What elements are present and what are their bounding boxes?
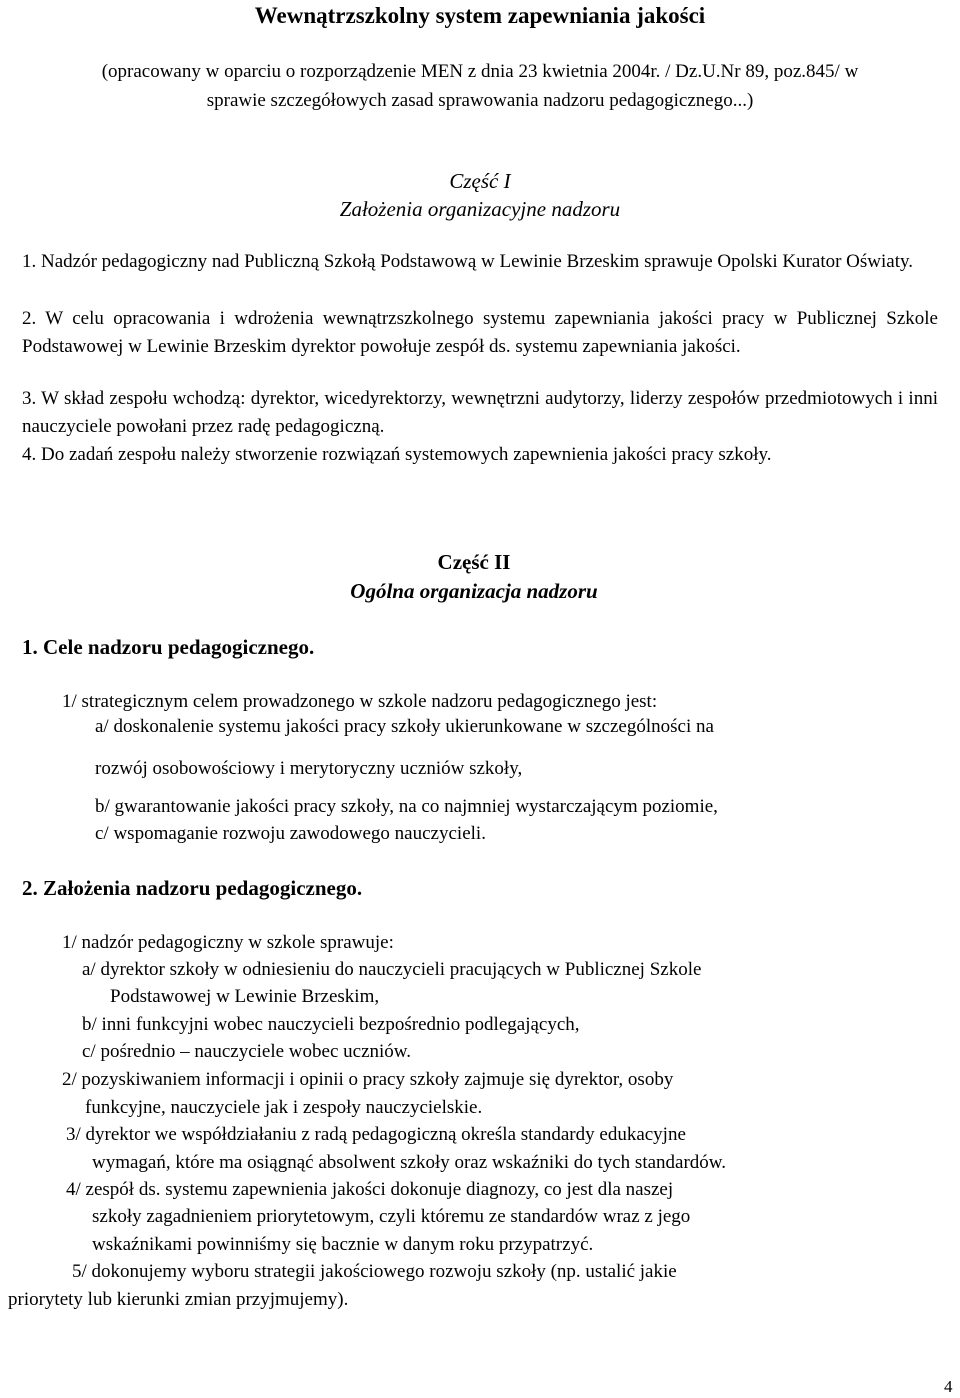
section-2-line-1: 1/ nadzór pedagogiczny w szkole sprawuje: <box>62 932 394 953</box>
section-2-line-1b: b/ inni funkcyjni wobec nauczycieli bezpośrednio podlegających, <box>82 1014 580 1035</box>
item-text: W skład zespołu wchodzą: dyrektor, wicedyrektorzy, wewnętrzni audytorzy, liderzy zespołów przedmiotowych i inni nauczyciele powołani przez radę pedagogiczną. <box>22 388 938 437</box>
item-text: Nadzór pedagogiczny nad Publiczną Szkołą Podstawową w Lewinie Brzeskim sprawuje Opolski Kurator Oświaty. <box>41 251 914 272</box>
section-2-line-1a-2: Podstawowej w Lewinie Brzeskim, <box>110 986 380 1007</box>
item-text: W celu opracowania i wdrożenia wewnątrzszkolnego systemu zapewniania jakości pracy w Publicznej Szkole Podstawowej w Lewinie Brzeskim dyrektor powołuje zespół ds. systemu zapewniania jakości. <box>22 308 938 357</box>
section-1-item-c: c/ wspomaganie rozwoju zawodowego nauczycieli. <box>95 823 486 844</box>
subtitle-line-1: (opracowany w oparciu o rozporządzenie MEN z dnia 23 kwietnia 2004r. / Dz.U.Nr 89, poz.845/ w <box>101 61 859 82</box>
section-2-line-4-3: wskaźnikami powinniśmy się bacznie w danym roku przypatrzyć. <box>92 1234 594 1255</box>
subtitle-line-2: sprawie szczegółowych zasad sprawowania nadzoru pedagogicznego...) <box>206 90 754 111</box>
part-1-item-1 <box>22 248 938 276</box>
item-number: 3. <box>22 388 37 409</box>
part-2-name: Ogólna organizacja nadzoru <box>350 579 598 603</box>
document-title: Wewnątrzszkolny system zapewniania jakości <box>254 3 706 28</box>
section-1-intro: 1/ strategicznym celem prowadzonego w szkole nadzoru pedagogicznego jest: <box>62 691 658 712</box>
section-1-item-a-line-1: a/ doskonalenie systemu jakości pracy szkoły ukierunkowane w szczególności na <box>95 716 714 737</box>
section-1-heading: 1. Cele nadzoru pedagogicznego. <box>22 635 315 659</box>
section-2-line-3-2: wymagań, które ma osiągnąć absolwent szkoły oraz wskaźniki do tych standardów. <box>92 1152 727 1173</box>
section-2-line-5-1: 5/ dokonujemy wyboru strategii jakościowego rozwoju szkoły (np. ustalić jakie <box>72 1261 677 1282</box>
part-1-label: Część I <box>449 169 511 193</box>
part-1-item-3 <box>22 385 938 441</box>
item-number: 2. <box>22 308 37 329</box>
section-1-item-a-line-2: rozwój osobowościowy i merytoryczny uczniów szkoły, <box>95 758 523 779</box>
part-1-item-2 <box>22 305 938 361</box>
page-number: 4 <box>944 1377 953 1396</box>
section-2-line-1a-1: a/ dyrektor szkoły w odniesieniu do nauczycieli pracujących w Publicznej Szkole <box>82 959 702 980</box>
item-text: Do zadań zespołu należy stworzenie rozwiązań systemowych zapewnienia jakości pracy szkoły. <box>41 444 772 465</box>
part-1-name: Założenia organizacyjne nadzoru <box>339 197 621 221</box>
section-2-line-3-1: 3/ dyrektor we współdziałaniu z radą pedagogiczną określa standardy edukacyjne <box>66 1124 686 1145</box>
section-2-heading: 2. Założenia nadzoru pedagogicznego. <box>22 876 363 900</box>
item-number: 1. <box>22 251 37 272</box>
section-1-item-b: b/ gwarantowanie jakości pracy szkoły, na co najmniej wystarczającym poziomie, <box>95 796 718 817</box>
section-2-line-1c: c/ pośrednio – nauczyciele wobec uczniów. <box>82 1041 412 1062</box>
section-2-line-4-1: 4/ zespół ds. systemu zapewnienia jakości dokonuje diagnozy, co jest dla naszej <box>66 1179 674 1200</box>
part-2-label: Część II <box>437 550 511 574</box>
part-1-item-4 <box>22 441 938 469</box>
item-number: 4. <box>22 444 37 465</box>
section-2-line-2-1: 2/ pozyskiwaniem informacji i opinii o pracy szkoły zajmuje się dyrektor, osoby <box>62 1069 674 1090</box>
section-2-line-5-2: priorytety lub kierunki zmian przyjmujemy). <box>8 1289 349 1310</box>
section-2-line-4-2: szkoły zagadnieniem priorytetowym, czyli któremu ze standardów wraz z jego <box>92 1206 691 1227</box>
section-2-line-2-2: funkcyjne, nauczyciele jak i zespoły nauczycielskie. <box>85 1097 483 1118</box>
